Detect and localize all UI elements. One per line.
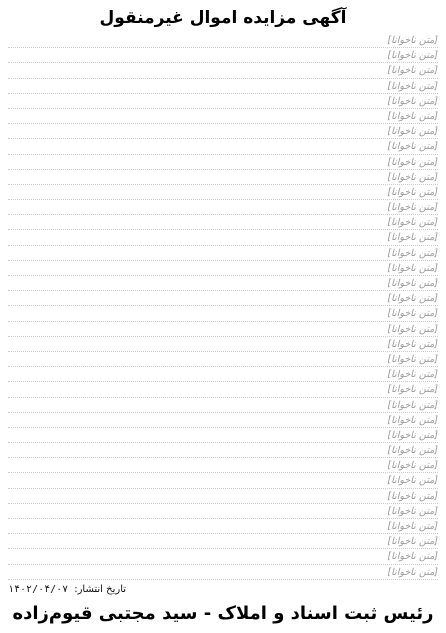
body-line: [متن ناخوانا]	[8, 49, 438, 63]
body-line: [متن ناخوانا]	[8, 338, 438, 352]
body-line: [متن ناخوانا]	[8, 34, 438, 48]
notice-body	[8, 34, 438, 580]
body-line: [متن ناخوانا]	[8, 429, 438, 443]
body-line: [متن ناخوانا]	[8, 110, 438, 124]
body-line: [متن ناخوانا]	[8, 399, 438, 413]
body-line: [متن ناخوانا]	[8, 566, 438, 580]
body-line: [متن ناخوانا]	[8, 459, 438, 473]
body-line: [متن ناخوانا]	[8, 414, 438, 428]
body-line: [متن ناخوانا]	[8, 353, 438, 367]
body-line: [متن ناخوانا]	[8, 535, 438, 549]
body-line: [متن ناخوانا]	[8, 247, 438, 261]
publication-date-label: تاریخ انتشار:	[74, 584, 127, 595]
publication-date-row	[8, 583, 438, 597]
body-line: [متن ناخوانا]	[8, 80, 438, 94]
body-line: [متن ناخوانا]	[8, 520, 438, 534]
body-line: [متن ناخوانا]	[8, 490, 438, 504]
body-line: [متن ناخوانا]	[8, 201, 438, 215]
body-line: [متن ناخوانا]	[8, 140, 438, 154]
publication-date-value: ۱۴۰۲/۰۴/۰۷	[8, 584, 69, 595]
body-line: [متن ناخوانا]	[8, 262, 438, 276]
body-line: [متن ناخوانا]	[8, 368, 438, 382]
body-line: [متن ناخوانا]	[8, 64, 438, 78]
body-line: [متن ناخوانا]	[8, 383, 438, 397]
body-line: [متن ناخوانا]	[8, 156, 438, 170]
body-line: [متن ناخوانا]	[8, 186, 438, 200]
body-line: [متن ناخوانا]	[8, 231, 438, 245]
notice-title: آگهی مزایده اموال غیرمنقول	[99, 8, 347, 28]
body-line: [متن ناخوانا]	[8, 505, 438, 519]
body-line: [متن ناخوانا]	[8, 307, 438, 321]
body-line: [متن ناخوانا]	[8, 444, 438, 458]
body-line: [متن ناخوانا]	[8, 125, 438, 139]
body-line: [متن ناخوانا]	[8, 292, 438, 306]
body-line: [متن ناخوانا]	[8, 216, 438, 230]
body-line: [متن ناخوانا]	[8, 171, 438, 185]
body-line: [متن ناخوانا]	[8, 323, 438, 337]
signature-line: رئیس ثبت اسناد و املاک - سید مجتبی قیوم‌زاده	[12, 603, 434, 624]
body-line: [متن ناخوانا]	[8, 277, 438, 291]
body-line: [متن ناخوانا]	[8, 474, 438, 488]
body-line: [متن ناخوانا]	[8, 95, 438, 109]
body-line: [متن ناخوانا]	[8, 550, 438, 564]
